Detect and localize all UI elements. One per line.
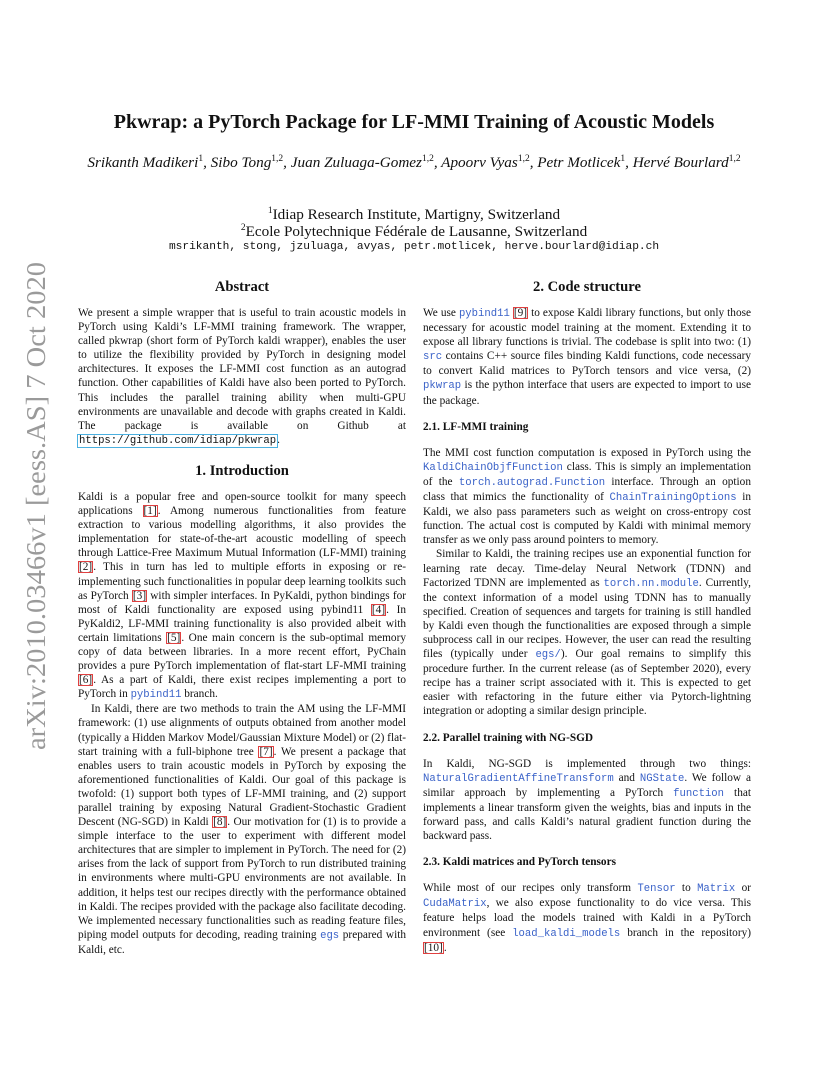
affiliation-mark: 1 (267, 206, 273, 216)
matrices-paragraph (423, 881, 751, 954)
author-name: Apoorv Vyas (441, 154, 518, 172)
code-term: load_kaldi_models (512, 927, 621, 940)
text-run: interface. Through an option class that mimics the functionality of (423, 475, 751, 504)
text-run: is the python interface that users are expected to import to use the package. (423, 379, 751, 407)
abstract-end: . (277, 433, 280, 446)
author-name: Petr Motlicek (537, 154, 621, 172)
code-term: ChainTrainingOptions (609, 492, 737, 505)
text-run: . This in turn has led to multiple efforts in exposing or re-implementing such functionalities in popular deep learning toolkits such as PyTorch (78, 561, 406, 602)
arxiv-identifier-text: arXiv:2010.03466v1 [eess.AS] 7 Oct 2020 (20, 279, 51, 750)
citation-link[interactable]: [7] (259, 745, 273, 758)
intro-paragraph-1 (78, 490, 406, 702)
code-term: pybind11 (458, 308, 510, 320)
text-run: In Kaldi, NG-SGD is implemented through two things: (423, 757, 751, 770)
abstract-heading: Abstract (214, 279, 270, 295)
code-term: KaldiChainObjfFunction (423, 461, 563, 474)
lfmmi-heading: 2.1. LF-MMI training (423, 420, 529, 433)
text-run: to expose Kaldi library functions, but only those necessary for acoustic model training at the moment. Extending it to expose all library functions is trivial. The codebase is split into two: (1) (423, 307, 751, 349)
left-column (78, 276, 406, 957)
citation-link[interactable]: [6] (79, 674, 93, 687)
code-term: Tensor (637, 883, 676, 896)
author-emails: msrikanth, stong, jzuluaga, avyas, petr.motlicek, herve.bourlard@idiap.ch (168, 241, 660, 253)
text-run: and (613, 771, 640, 784)
text-run: . We follow a similar approach by implementing a PyTorch (423, 771, 752, 799)
ngsgd-heading: 2.2. Parallel training with NG-SGD (423, 731, 594, 744)
author-affiliation-mark: 1 (620, 154, 626, 164)
author-affiliation-mark: 1 (198, 154, 204, 164)
abstract-text: We present a simple wrapper that is useful to train acoustic models in PyTorch using Kaldi’s LF-MMI training framework. The wrapper, called pkwrap (short form of PyTorch kaldi wrapper), enables the user to utilize the flexibility provided by PyTorch in designing model architectures. It exposes the LF-MMI cost function as an autograd function. Other capabilities of Kaldi have also been ported to PyTorch. This includes the parallel training ability when multi-GPU environments are unavailable and decode with graphs created in Kaldi. The package is available on Github at (78, 307, 406, 432)
text-run: branch. (181, 688, 218, 701)
text-run: In Kaldi, there are two methods to train the AM using the LF-MMI framework: (1) use alignments of outputs obtained from another model (typically a Hidden Markov Model/Gaussian Mixture Model) or (2) flat-start training with a full-biphone tree (78, 703, 406, 758)
code-term: pybind11 (130, 689, 182, 702)
text-run: with simpler interfaces. In PyKaldi, python bindings for most of Kaldi functionality are exposed using pybind11 (78, 589, 406, 616)
code-term: function (673, 787, 725, 800)
text-run: . Currently, the context information of a model using TDNN has to manually specified. Creation of sequences and targets for training is still handled by Kaldi even though the functionalities are exposed through a simple subprocess call in our recipes. However, the user can read the resulting files (typically under (423, 576, 751, 661)
ngsgd-paragraph (423, 757, 751, 844)
intro-paragraph-2 (78, 702, 406, 957)
code-term: torch.nn.module (603, 577, 699, 590)
matrices-heading: 2.3. Kaldi matrices and PyTorch tensors (423, 856, 616, 869)
introduction-heading: 1. Introduction (195, 462, 289, 479)
text-run: The MMI cost function computation is exposed in PyTorch using the (423, 446, 751, 459)
citation-link[interactable]: [10] (424, 941, 443, 954)
text-run: contains C++ source files binding Kaldi functions, code necessary to convert Kalid matrices to PyTorch tensors and vice versa, (2) (423, 350, 751, 378)
right-column (423, 276, 751, 955)
text-run: prepared with Kaldi, etc. (78, 928, 406, 956)
code-structure-paragraph (423, 306, 751, 408)
text-run: . One main concern is the sub-optimal memory copy of data between libraries. In a more recent effort, PyChain provides a pure PyTorch implementation of flat-start LF-MMI training (78, 631, 406, 673)
github-link[interactable]: https://github.com/idiap/pkwrap (79, 434, 277, 447)
text-run: in Kaldi, we also pass parameters such as weight on cross-entropy cost function. The actual cost is computed by Kaldi with minimal memory transfer as we only pass around pointers to memory. (423, 491, 751, 547)
citation-link[interactable]: [9] (513, 307, 528, 319)
text-run: class. This is simply an implementation of the (423, 460, 751, 488)
affiliation-2 (100, 218, 728, 242)
author-name: Sibo Tong (210, 154, 272, 172)
text-run: , we also expose functionality to do vice versa. This feature helps load the models trained with Kaldi in a PyTorch environment (see (423, 897, 751, 939)
text-run: While most of our recipes only transform (423, 882, 638, 895)
text-run: . We present a package that enables users to train acoustic models in PyTorch by exposing the aforementioned functionalities of Kaldi. Our goal of this package is twofold: (1) support both types of LF-MMI training, and (2) support parallel training by exposing Natural Gradient-Stochastic Gradient Descent (NG-SGD) in Kaldi (78, 745, 406, 829)
code-structure-heading: 2. Code structure (533, 279, 641, 295)
author-affiliation-mark: 1,2 (271, 154, 284, 164)
citation-link[interactable]: [4] (371, 603, 386, 616)
text-run: . (443, 941, 447, 954)
author-name: Juan Zuluaga-Gomez (290, 154, 422, 172)
text-run: Kaldi is a popular free and open-source toolkit for many speech applications (78, 490, 406, 518)
author-name: Srikanth Madikeri (87, 154, 199, 172)
text-run: . As a part of Kaldi, there exist recipes implementing a port to PyTorch in (78, 674, 406, 701)
lfmmi-paragraph-1 (423, 446, 751, 548)
code-term: NGState (639, 772, 685, 785)
citation-link[interactable]: [1] (143, 505, 157, 518)
arxiv-identifier[interactable] (12, 260, 52, 750)
code-term: CudaMatrix (423, 898, 487, 911)
affiliation-text: Idiap Research Institute, Martigny, Switzerland (272, 206, 561, 224)
citation-link[interactable]: [2] (79, 561, 93, 574)
text-run: We use (423, 307, 459, 319)
lfmmi-paragraph-2 (423, 547, 751, 718)
text-run: or (735, 882, 751, 895)
text-run: that implements a linear transform given the weights, bias and inputs in the forward pass, and calls Kaldi’s natural gradient function during the backward pass. (423, 786, 751, 843)
text-run: . Our motivation for (1) is to provide a simple interface to the user to experiment with different model architectures that are simpler to implement in PyTorch. The need for (2) arises from the lack of support from PyTorch to run distributed training in environments where multi-GPU environments are not available. In addition, it helps test our recipes directly with the performance obtained in Kaldi. The recipes provided with the package also facilitate decoding. We implemented necessary functionalities such as reading feature files, piping model outputs for decoding, reading training (78, 816, 406, 941)
affiliation-text: Ecole Polytechnique Fédérale de Lausanne, Switzerland (245, 223, 588, 241)
code-term: egs/ (535, 649, 561, 662)
code-term: Matrix (697, 883, 736, 896)
code-term: src (423, 351, 443, 364)
text-run: . Among numerous functionalities from feature extraction to various modelling algorithms, it also provides the implementation for state-of-the-art acoustic modelling of speech through Lattice-Free Maximum Mutual Information (LF-MMI) training (78, 505, 406, 560)
paper-title: Pkwrap: a PyTorch Package for LF-MMI Training of Acoustic Models (113, 111, 715, 133)
abstract-paragraph (78, 306, 406, 448)
text-run: ). Our goal remains to simplify this procedure further. In the current release (as of September 2020), every recipe has a trainer script associated with it. This is expected to get easier with refactoring in the future either via Pytorch-lightning integration or adopting a similar design principle. (423, 648, 751, 718)
citation-link[interactable]: [5] (167, 631, 181, 644)
text-run: to (675, 882, 698, 895)
author-name: Hervé Bourlard (632, 154, 729, 172)
author-affiliation-mark: 1,2 (517, 154, 530, 164)
code-term: egs (320, 929, 340, 942)
arxiv-identifier-svg (12, 260, 52, 750)
code-term: NaturalGradientAffineTransform (423, 772, 614, 785)
text-run: branch in the repository) (620, 926, 751, 939)
text-run: . In PyKaldi2, LF-MMI training functionality is also provided albeit with certain limitations (78, 603, 406, 644)
code-term: pkwrap (423, 380, 462, 393)
affiliation-mark: 2 (240, 223, 246, 233)
text-run: Similar to Kaldi, the training recipes use an exponential function for learning rate decay. Time-delay Neural Network (TDNN) and Factorized TDNN are implemented as (423, 548, 751, 589)
author-list: Srikanth Madikeri$^1$, Sibo Tong$^{1,2}$, Juan Zuluaga-Gomez$^{1,2}$, Apoorv Vyas$^{1,2}$, Petr Motlicek$^1$, Hervé Bourlard$^{1,2}$ (87, 154, 741, 172)
author-affiliation-mark: 1,2 (728, 154, 741, 164)
citation-link[interactable]: [8] (213, 816, 227, 829)
citation-link[interactable]: [3] (132, 589, 147, 602)
code-term: torch.autograd.Function (458, 476, 606, 489)
author-affiliation-mark: 1,2 (421, 154, 434, 164)
